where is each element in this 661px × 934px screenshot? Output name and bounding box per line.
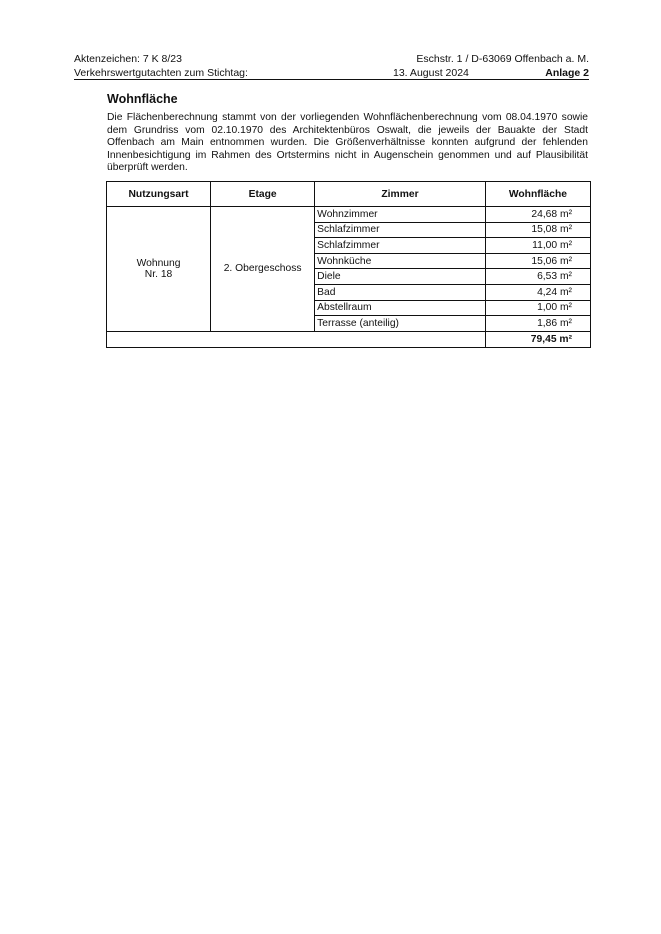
header-etage: Etage [211, 182, 315, 207]
usage-cell [107, 207, 211, 332]
room-name: Wohnküche [315, 253, 486, 269]
room-name: Wohnzimmer [315, 207, 486, 223]
address: Eschstr. 1 / D-63069 Offenbach a. M. [416, 53, 589, 65]
header-nutzungsart: Nutzungsart [107, 182, 211, 207]
room-name: Diele [315, 269, 486, 285]
living-area-table [106, 181, 591, 348]
page-header [74, 52, 589, 80]
section-title: Wohnfläche [107, 92, 178, 106]
room-area: 15,06 m² [485, 253, 590, 269]
room-area: 15,08 m² [485, 222, 590, 238]
room-area: 6,53 m² [485, 269, 590, 285]
total-spacer [107, 331, 486, 347]
room-area: 11,00 m² [485, 238, 590, 254]
table-row [107, 207, 591, 223]
room-name: Bad [315, 284, 486, 300]
unit-number: Nr. 18 [144, 268, 173, 280]
header-wohnflaeche: Wohnfläche [485, 182, 590, 207]
aktenzeichen: Aktenzeichen: 7 K 8/23 [74, 53, 182, 65]
room-area: 1,00 m² [485, 300, 590, 316]
floor-cell: 2. Obergeschoss [211, 207, 315, 332]
room-area: 4,24 m² [485, 284, 590, 300]
report-title: Verkehrswertgutachten zum Stichtag: [74, 67, 248, 79]
report-date: 13. August 2024 [393, 67, 469, 79]
appendix-label: Anlage 2 [545, 67, 589, 79]
room-name: Abstellraum [315, 300, 486, 316]
section-paragraph: Die Flächenberechnung stammt von der vorliegenden Wohnflächenberechnung vom 08.04.1970 sowie dem Grundriss vom 02.10.1970 des Architektenbüros Oswalt, die jeweils der Bauakte der Stadt Offenbach am Main entnommen wurden. Die Größenverhältnisse konnten aufgrund der fehlenden Innenbesichtigung im Rahmen des Ortstermins nicht in Augenschein genommen und auf Plausibilität überprüft werden. [107, 112, 588, 174]
usage-type: Wohnung [136, 257, 181, 269]
room-name: Schlafzimmer [315, 238, 486, 254]
room-area: 24,68 m² [485, 207, 590, 223]
total-area: 79,45 m² [485, 331, 590, 347]
room-area: 1,86 m² [485, 316, 590, 332]
table-header-row [107, 182, 591, 207]
header-divider [74, 79, 589, 80]
room-name: Schlafzimmer [315, 222, 486, 238]
total-row [107, 331, 591, 347]
header-zimmer: Zimmer [315, 182, 486, 207]
room-name: Terrasse (anteilig) [315, 316, 486, 332]
